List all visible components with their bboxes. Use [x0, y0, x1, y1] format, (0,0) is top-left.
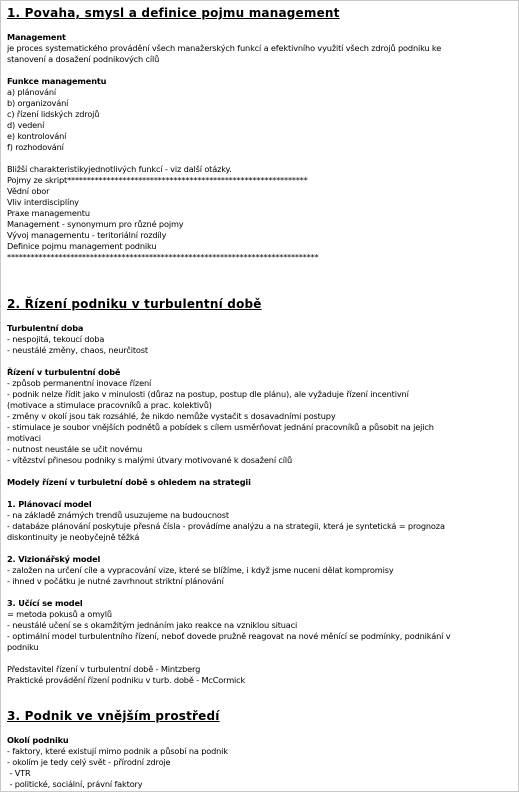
management-title: Management — [7, 32, 66, 42]
model-2-item: - ihned v počátku je nutné zavrhnout striktní plánování — [7, 576, 224, 586]
function-item: f) rozhodování — [7, 142, 64, 152]
functions-note: Bližší charakteristikyjednotlivých funkcí - viz další otázky. — [7, 164, 232, 174]
model-3-item: podniku — [7, 642, 39, 652]
rizeni-item: motivaci — [7, 433, 41, 443]
document-content — [1, 1, 518, 790]
function-item: e) kontrolování — [7, 131, 67, 141]
model-3-item: - optimální model turbulentního řízení, neboť dovede pružně reagovat na nové měnící se podmínky, podnikání v — [7, 631, 451, 641]
okoli-item: - faktory, které existují mimo podnik a působí na podnik — [7, 746, 228, 756]
function-item: c) řízení lidských zdrojů — [7, 109, 100, 119]
rizeni-item: - podnik nelze řídit jako v minulosti (důraz na postup, postup dle plánu), ale vyžaduje řízení incentivní — [7, 389, 409, 399]
model-1-item: - na základě známých trendů usuzujeme na budoucnost — [7, 510, 229, 520]
skript-item: Vědní obor — [7, 186, 50, 196]
representative-line: Praktické provádění řízení podniku v turb. době - McCormick — [7, 675, 246, 685]
skript-item: Vliv interdisciplíny — [7, 197, 79, 207]
function-item: a) plánování — [7, 87, 57, 97]
model-3-item: - neustálé učení se s okamžitým jednáním jako reakce na vzniklou situaci — [7, 620, 298, 630]
okoli-item: - politické, sociální, právní faktory — [7, 779, 143, 789]
function-item: b) organizování — [7, 98, 69, 108]
section-heading-2: 2. Řízení podniku v turbulentní době — [7, 297, 262, 311]
turbulent-title: Turbulentní doba — [7, 323, 84, 333]
okoli-title: Okolí podniku — [7, 735, 69, 745]
section-heading-1: 1. Povaha, smysl a definice pojmu management — [7, 6, 340, 20]
functions-title: Funkce managementu — [7, 76, 107, 86]
model-1-title: 1. Plánovací model — [7, 499, 92, 509]
rizeni-item: - změny v okolí jsou tak rozsáhlé, že nikdo nemůže vystačit s dosavadními postupy — [7, 411, 336, 421]
rizeni-item: - stimulace je soubor vnějších podnětů a pobídek s cílem usměrňovat jednání pracovníků a působit na jejich — [7, 422, 434, 432]
skript-line: Pojmy ze skript************************************************************* — [7, 175, 308, 185]
function-item: d) vedení — [7, 120, 45, 130]
skript-item: Management - synonymum pro různé pojmy — [7, 219, 184, 229]
representative-line: Představitel řízení v turbulentní době - Mintzberg — [7, 664, 201, 674]
models-title: Modely řízení v turbuletní době s ohledem na strategii — [7, 477, 251, 487]
model-2-item: - založen na určení cíle a vypracování vize, které se blížíme, i když jsme nuceni dělat kompromisy — [7, 565, 394, 575]
management-definition-line-2: stanovení a dosažení podnikových cílů — [7, 54, 160, 64]
skript-item: Definice pojmu management podniku — [7, 241, 157, 251]
okoli-item: - okolím je tedy celý svět - přírodní zdroje — [7, 757, 171, 767]
stars-divider: ******************************************************************************* — [7, 252, 319, 262]
rizeni-item: - nutnost neustále se učit novému — [7, 444, 143, 454]
skript-item: Praxe managementu — [7, 208, 90, 218]
rizeni-title: Řízení v turbulentní době — [7, 367, 121, 377]
rizeni-item: - způsob permanentní inovace řízení — [7, 378, 152, 388]
model-1-item: - databáze plánování poskytuje přesná čísla - provádíme analýzu a na strategii, která je syntetická = prognoza — [7, 521, 445, 531]
rizeni-item: (motivace a stimulace pracovníků a prac. kolektivů) — [7, 400, 212, 410]
model-2-title: 2. Vizionářský model — [7, 554, 101, 564]
turbulent-item: - neustálé změny, chaos, neurčitost — [7, 345, 148, 355]
model-3-title: 3. Učící se model — [7, 598, 83, 608]
section-heading-3: 3. Podnik ve vnějším prostředí — [7, 709, 220, 723]
skript-item: Vývoj managementu - teritoriální rozdíly — [7, 230, 167, 240]
model-1-item: diskontinuity je neobyčejně těžká — [7, 532, 140, 542]
turbulent-item: - nespojitá, tekoucí doba — [7, 334, 105, 344]
okoli-item: - VTR — [7, 768, 31, 778]
management-definition-line-1: je proces systematického provádění všech manažerských funkcí a efektivního využití všech zdrojů podniku ke — [7, 43, 442, 53]
model-3-item: = metoda pokusů a omylů — [7, 609, 112, 619]
rizeni-item: - vítězství přinesou podniky s malými útvary motivované k dosažení cílů — [7, 455, 293, 465]
